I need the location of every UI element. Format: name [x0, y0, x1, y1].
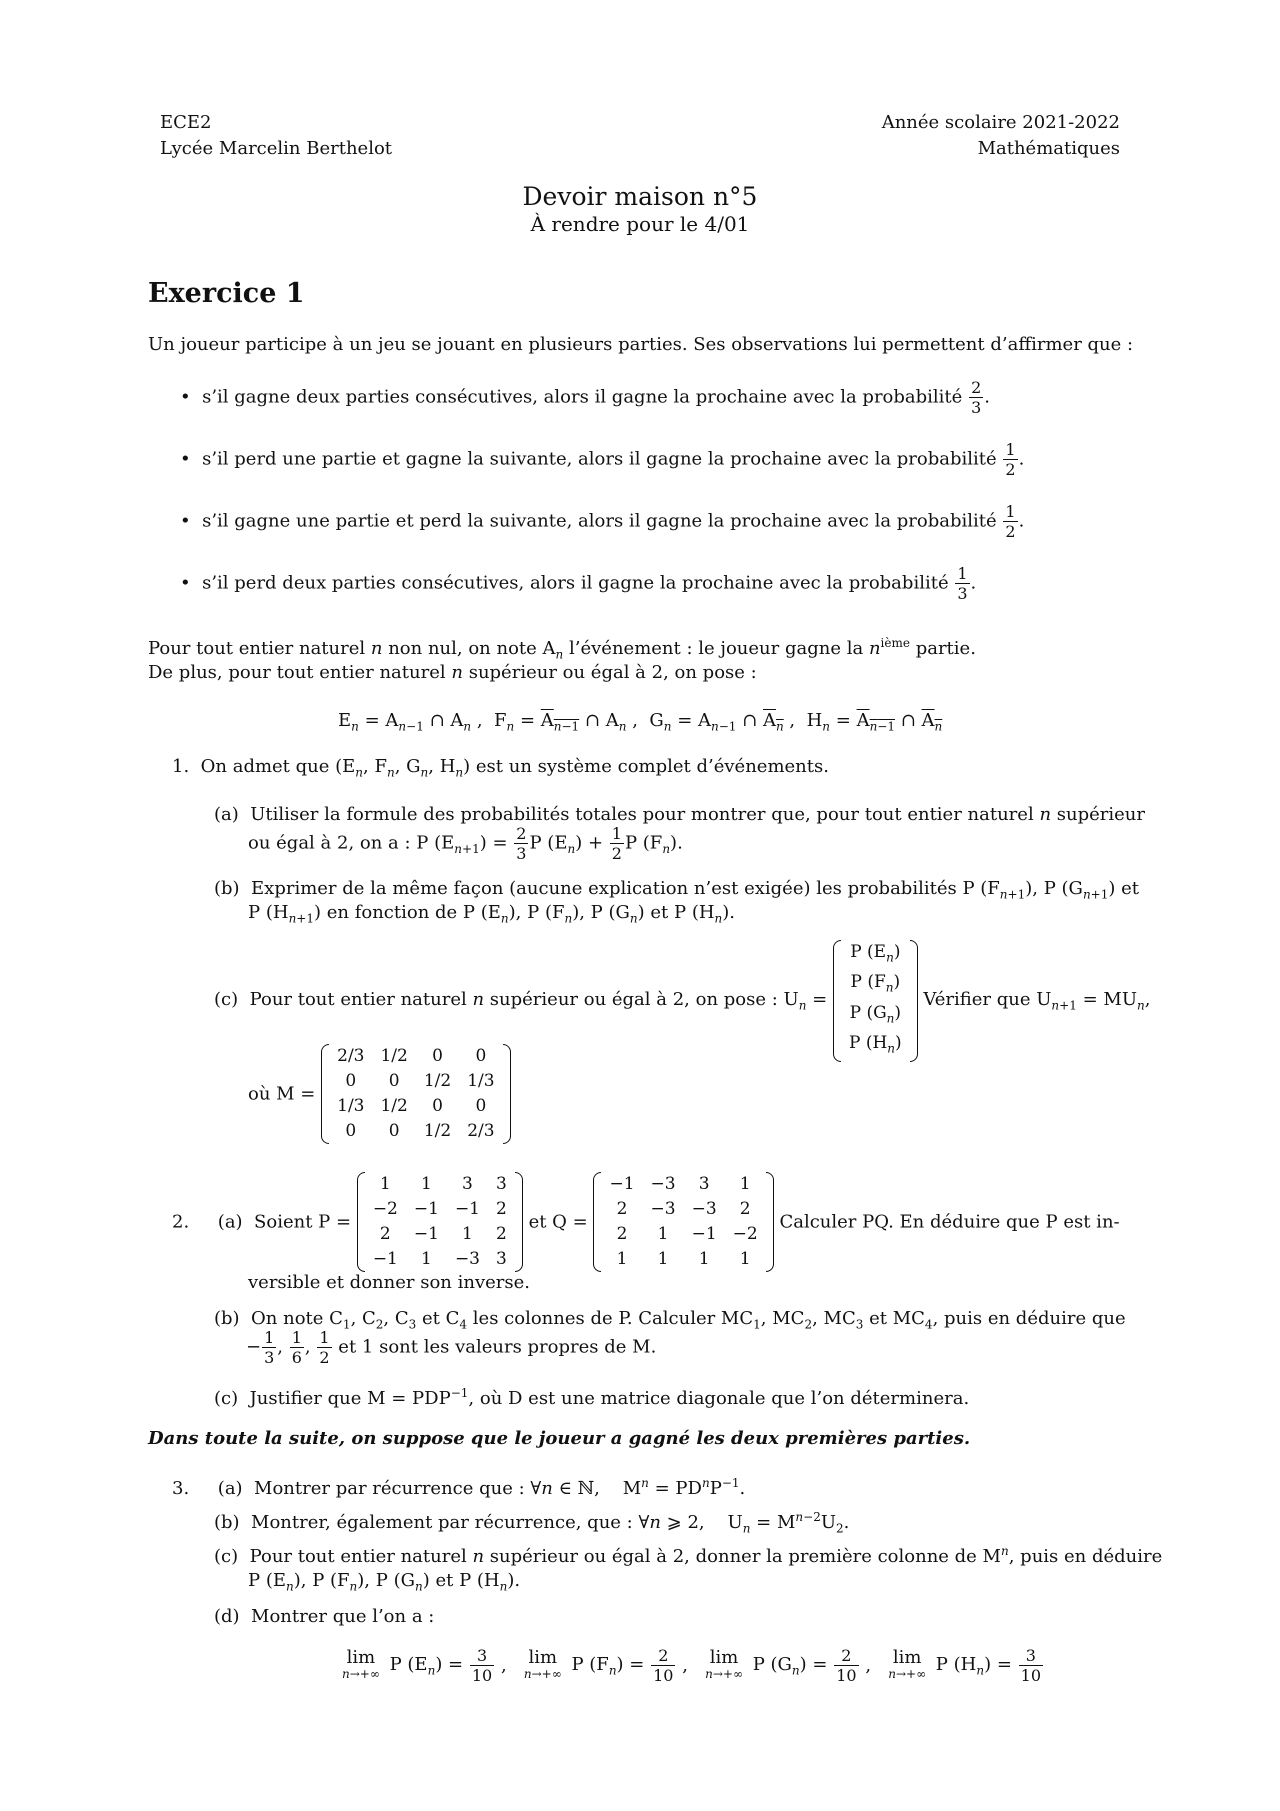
- bullet-dot-icon: •: [180, 510, 191, 532]
- q3c-line2: P $(E_n)$, P $(F_n)$, P $(G_n)$ et P $(H_n)$.: [248, 1570, 521, 1594]
- matrix-Q: −1 −3 3 1 2 −3 −3 2 2 1 −1 −2 1 1 1 1: [593, 1172, 773, 1272]
- intro-text: Un joueur participe à un jeu se jouant en plusieurs parties. Ses observations lui permettent d’affirmer que :: [148, 334, 1134, 355]
- definition-line-2: De plus, pour tout entier naturel n supérieur ou égal à 2, on pose :: [148, 662, 757, 683]
- q2a-line2: versible et donner son inverse.: [248, 1272, 530, 1293]
- bullet-dot-icon: •: [180, 448, 191, 470]
- fraction: $\frac{1}{2}$: [1005, 440, 1016, 479]
- q1c: (c) Pour tout entier naturel n supérieur ou égal à 2, on pose : $U_n$ = P $(E_n)$ P $(F_n)$ P $(G_n)$ P $(H_n)$ Vérifier que $U_{n+1} = MU_n$,: [214, 940, 1150, 1062]
- vector-U: P $(E_n)$ P $(F_n)$ P $(G_n)$ P $(H_n)$: [833, 940, 918, 1062]
- header-left: [160, 110, 392, 162]
- bullet-2: • s’il perd une partie et gagne la suivante, alors il gagne la prochaine avec la probabilité $\frac{1}{2}$ .: [180, 440, 1025, 479]
- subject-label: Mathématiques: [977, 138, 1120, 159]
- definition-line-1: Pour tout entier naturel n non nul, on note $A_n$ l’événement : le joueur gagne la $n^{ième}$ partie.: [148, 636, 976, 662]
- q2b: (b) On note $C_1$, $C_2$, $C_3$ et $C_4$ les colonnes de P. Calculer $MC_1$, $MC_2$, $MC_3$ et $MC_4$, puis en déduire que: [214, 1308, 1126, 1332]
- q2a: 2. (a) Soient P = 1 1 3 3 −2 −1 −1 2 2 −1 1 2 −1 1 −3 3 et Q = −1 −3 3 1 2 −3 −3 2 2 1 −1 −2 1 1 1 1 Calculer PQ. En déduire que P est in-: [172, 1172, 1120, 1272]
- matrix-P: 1 1 3 3 −2 −1 −1 2 2 −1 1 2 −1 1 −3 3: [357, 1172, 523, 1272]
- bullet-1: • s’il gagne deux parties consécutives, alors il gagne la prochaine avec la probabilité $\frac{2}{3}$ .: [180, 378, 990, 417]
- q2b-line2: − $\frac{1}{3}$ , $\frac{1}{6}$ , $\frac{1}{2}$ et 1 sont les valeurs propres de M.: [246, 1328, 657, 1367]
- year-label: Année scolaire 2021-2022: [881, 112, 1120, 133]
- school-label: Lycée Marcelin Berthelot: [160, 138, 393, 159]
- limits-formula: lim n→+∞ P $(E_n)$ = $\frac{3}{10}$ , lim n→+∞ P $(F_n)$ = $\frac{2}{10}$ , lim n→+∞ P $(G_n)$ = $\frac{2}{10}$ , lim n→+∞ P $(H_n)$ = $\frac{3}{10}$: [342, 1646, 1042, 1685]
- bullet-text: s’il perd deux parties consécutives, alors il gagne la prochaine avec la probabilité: [202, 572, 949, 594]
- header-right: [882, 110, 1120, 162]
- page-title: Devoir maison n°5: [522, 182, 758, 211]
- q3a: 3. (a) Montrer par récurrence que : ∀n ∈ ℕ, $M^n = PD^nP^{-1}$.: [172, 1476, 746, 1499]
- bullet-4: • s’il perd deux parties consécutives, alors il gagne la prochaine avec la probabilité $\frac{1}{3}$ .: [180, 564, 977, 603]
- fraction: $\frac{2}{3}$: [971, 378, 982, 417]
- bullet-text: s’il perd une partie et gagne la suivante, alors il gagne la prochaine avec la probabilité: [202, 448, 997, 470]
- q1b-line2: P $(H_{n+1})$ en fonction de P $(E_n)$, P $(F_n)$, P $(G_n)$ et P $(H_n)$.: [248, 902, 736, 926]
- fraction: $\frac{1}{3}$: [957, 564, 968, 603]
- events-formula: $E_n = A_{n-1}$ ∩ $A_n$ , $F_n = A_{n-1}$ ∩ $A_n$ , $G_n = A_{n-1}$ ∩ $A_n$ , $H_n = A_{n-1}$ ∩ $A_n$: [338, 710, 943, 734]
- class-label: ECE2: [160, 112, 212, 133]
- matrix-M-block: où M = 2/3 1/2 0 0 0 0 1/2 1/3 1/3 1/2 0 0 0 0 1/2 2/3: [248, 1044, 511, 1144]
- bullet-dot-icon: •: [180, 572, 191, 594]
- bullet-text: s’il gagne une partie et perd la suivante, alors il gagne la prochaine avec la probabilité: [202, 510, 997, 532]
- assumption-note: Dans toute la suite, on suppose que le joueur a gagné les deux premières parties.: [148, 1428, 971, 1449]
- bullet-3: • s’il gagne une partie et perd la suivante, alors il gagne la prochaine avec la probabilité $\frac{1}{2}$ .: [180, 502, 1025, 541]
- matrix-M: 2/3 1/2 0 0 0 0 1/2 1/3 1/3 1/2 0 0 0 0 1/2 2/3: [321, 1044, 510, 1144]
- q3b: (b) Montrer, également par récurrence, que : ∀n ⩾ 2, $U_n = M^{n-2}U_2$.: [214, 1510, 850, 1536]
- exercise-title: Exercice 1: [148, 278, 305, 309]
- q1a-line2: ou égal à 2, on a : P $(E_{n+1})$ = $\frac{2}{3}$ P $(E_n)$ + $\frac{1}{2}$ P $(F_n)$.: [248, 824, 683, 863]
- bullet-dot-icon: •: [180, 386, 191, 408]
- q1b: (b) Exprimer de la même façon (aucune explication n’est exigée) les probabilités P $(F_{n+1})$, P $(G_{n+1})$ et: [214, 878, 1140, 902]
- q3c: (c) Pour tout entier naturel n supérieur ou égal à 2, donner la première colonne de $M^n$, puis en déduire: [214, 1544, 1163, 1567]
- q3d: (d) Montrer que l’on a :: [214, 1606, 435, 1627]
- q1-statement: 1. On admet que ($E_n$, $F_n$, $G_n$, $H_n$) est un système complet d’événements.: [172, 756, 829, 780]
- page-subtitle: À rendre pour le 4/01: [530, 212, 750, 236]
- q1a: (a) Utiliser la formule des probabilités totales pour montrer que, pour tout entier naturel n supérieur: [214, 804, 1145, 825]
- fraction: $\frac{1}{2}$: [1005, 502, 1016, 541]
- bullet-text: s’il gagne deux parties consécutives, alors il gagne la prochaine avec la probabilité: [202, 386, 963, 408]
- q2c: (c) Justifier que $M = PDP^{-1}$, où D est une matrice diagonale que l’on déterminera.: [214, 1386, 970, 1409]
